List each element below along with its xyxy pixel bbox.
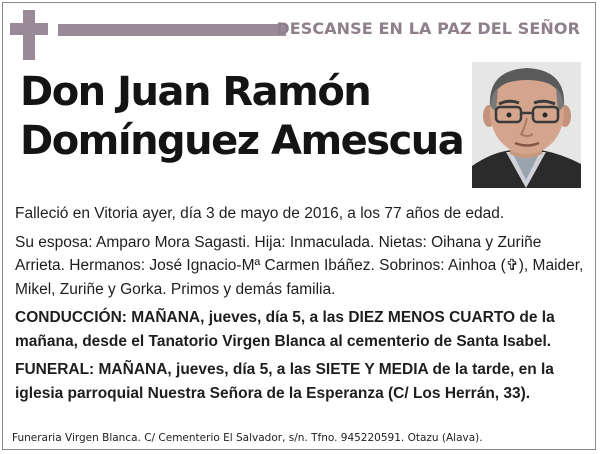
funeral-home-footer: Funeraria Virgen Blanca. C/ Cementerio El Salvador, s/n. Tfno. 945220591. Otazu (Alava). — [12, 432, 483, 444]
conduccion-info: CONDUCCIÓN: MAÑANA, jueves, día 5, a las DIEZ MENOS CUARTO de la mañana, desde el Tanatorio Virgen Blanca al cementerio de Santa Isabel. — [15, 309, 555, 350]
funeral-info: FUNERAL: MAÑANA, jueves, día 5, a las SIETE Y MEDIA de la tarde, en la iglesia parroquial Nuestra Señora de la Esperanza (C/ Los Herrán, 33). — [15, 361, 554, 402]
header-divider-bar — [58, 24, 286, 36]
deceased-name — [20, 68, 463, 166]
cross-icon-bar — [10, 23, 48, 35]
portrait-photo — [472, 62, 581, 188]
rip-heading: DESCANSE EN LA PAZ DEL SEÑOR — [276, 19, 580, 38]
death-notice: Falleció en Vitoria ayer, día 3 de mayo de 2016, a los 77 años de edad. — [15, 205, 505, 222]
name-line-2: Domínguez Amescua — [20, 118, 464, 164]
portrait-illustration — [472, 62, 581, 188]
family-list: Su esposa: Amparo Mora Sagasti. Hija: Inmaculada. Nietas: Oihana y Zuriñe Arrieta. Hermanos: José Ignacio-Mª Carmen Ibáñez. Sobrinos: Ainhoa (✞), Maider, Mikel, Zuriñe y Gorka. Primos y demás familia. — [15, 233, 584, 298]
obituary-body — [15, 202, 585, 410]
name-line-1: Don Juan Ramón — [20, 69, 371, 115]
cross-icon — [23, 10, 35, 60]
